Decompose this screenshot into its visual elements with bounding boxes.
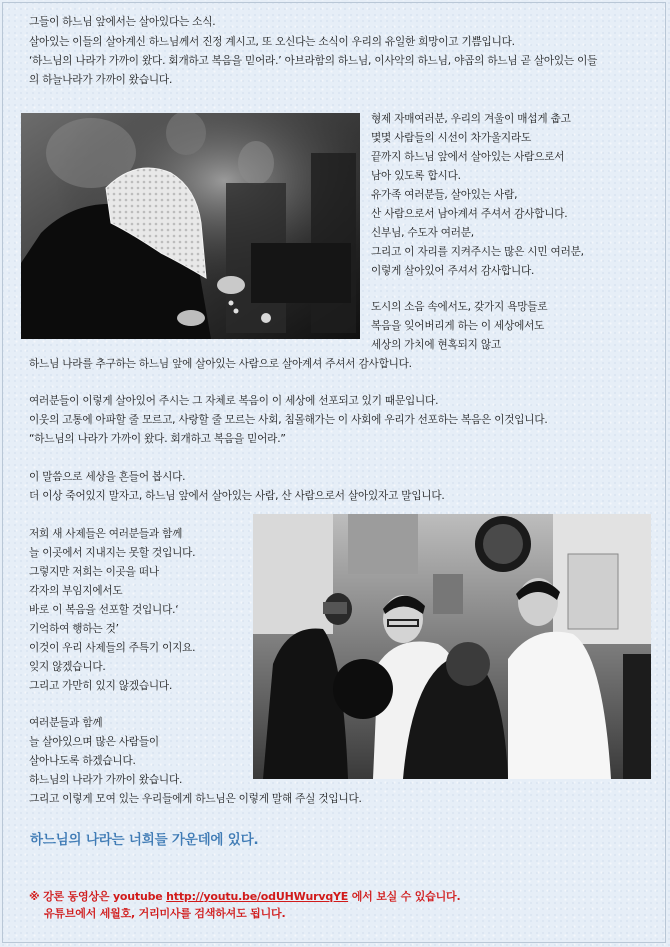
youtube-link[interactable]: http://youtu.be/odUHWurvqYE	[166, 890, 349, 903]
p1-line-12: 복음을 잊어버리게 하는 이 세상에서도	[371, 320, 545, 332]
p1-line-7: 신부님, 수도자 여러분,	[371, 227, 474, 239]
p2-line-6: 기억하여 행하는 것’	[29, 623, 119, 635]
p2-line-8: 잊지 않겠습니다.	[29, 661, 106, 673]
body-line-4: 이웃의 고통에 아파할 줄 모르고, 사랑할 줄 모르는 사회, 침몰해가는 이 사회에 우리가 선포하는 복음은 이것입니다.	[29, 414, 548, 426]
video-note-suffix: 에서 보실 수 있습니다.	[348, 890, 461, 903]
p1-line-11: 도시의 소음 속에서도, 갖가지 욕망들로	[371, 301, 548, 313]
p2-line-2: 늘 이곳에서 지내지는 못할 것입니다.	[29, 547, 196, 559]
p2-line-12: 늘 살아있으며 많은 사람들이	[29, 736, 159, 748]
p1-line-4: 남아 있도록 합시다.	[371, 170, 461, 182]
p2-line-11: 여러분들과 함께	[29, 717, 103, 729]
body-line-7: 이 말씀으로 세상을 흔들어 봅시다.	[29, 471, 186, 483]
p1-line-1: 형제 자매여러분, 우리의 겨울이 매섭게 춥고	[371, 113, 571, 125]
p2-line-4: 각자의 부임지에서도	[29, 585, 123, 597]
intro-line-4: 의 하늘나라가 가까이 왔습니다.	[29, 74, 173, 86]
intro-line-1: 그들이 하느님 앞에서는 살아있다는 소식.	[29, 16, 216, 28]
p2-line-7: 이것이 우리 사제들의 주특기 이지요.	[29, 642, 196, 654]
p1-line-9: 이렇게 살아있어 주셔서 감사합니다.	[371, 265, 535, 277]
video-note-line-2: 유튜브에서 세월호, 거리미사를 검색하셔도 됩니다.	[44, 907, 286, 920]
photo-priests-communion	[253, 514, 651, 779]
p1-line-6: 산 사람으로서 남아계셔 주셔서 감사합니다.	[371, 208, 568, 220]
body-line-5: “하느님의 나라가 가까이 왔다. 회개하고 복음을 믿어라.”	[29, 433, 286, 445]
body-line-3: 여러분들이 이렇게 살아있어 주시는 그 자체로 복음이 이 세상에 선포되고 있기 때문입니다.	[29, 395, 439, 407]
p2-line-5: 바로 이 복음을 선포할 것입니다.‘	[29, 604, 179, 616]
p1-line-5: 유가족 여러분들, 살아있는 사람,	[371, 189, 518, 201]
intro-line-2: 살아있는 이들의 살아계신 하느님께서 진정 계시고, 또 오신다는 소식이 우리의 유일한 희망이고 기쁨입니다.	[29, 36, 515, 48]
intro-line-3: ‘하느님의 나라가 가까이 왔다. 회개하고 복음을 믿어라.’ 아브라함의 하느님, 이사악의 하느님, 야곱의 하느님 곧 살아있는 이들	[29, 55, 598, 67]
p1-line-3: 끝까지 하느님 앞에서 살아있는 사람으로서	[371, 151, 565, 163]
p2-line-13: 살아나도록 하겠습니다.	[29, 755, 136, 767]
body-line-8: 더 이상 죽어있지 말자고, 하느님 앞에서 살아있는 사람, 산 사람으로서 살아있자고 말입니다.	[29, 490, 445, 502]
video-note-prefix: 강론 동영상은 youtube	[39, 890, 167, 903]
p1-line-8: 그리고 이 자리를 지켜주시는 많은 시민 여러분,	[371, 246, 584, 258]
closing-line: 그리고 이렇게 모여 있는 우리들에게 하느님은 이렇게 말해 주실 것입니다.	[29, 793, 362, 805]
reference-mark-icon: ※	[29, 890, 40, 903]
video-note-line-1	[29, 889, 460, 905]
body-line-1: 하느님 나라를 추구하는 하느님 앞에 살아있는 사람으로 살아계셔 주셔서 감사합니다.	[29, 358, 412, 370]
p1-line-2: 몇몇 사람들의 시선이 차가울지라도	[371, 132, 532, 144]
headline: 하느님의 나라는 너희들 가운데에 있다.	[30, 832, 259, 848]
photo-veiled-woman-praying	[21, 113, 360, 339]
p1-line-13: 세상의 가치에 현혹되지 않고	[371, 339, 501, 351]
p2-line-14: 하느님의 나라가 가까이 왔습니다.	[29, 774, 183, 786]
p2-line-3: 그렇지만 저희는 이곳을 떠나	[29, 566, 159, 578]
p2-line-9: 그리고 가만히 있지 않겠습니다.	[29, 680, 173, 692]
p2-line-1: 저희 새 사제들은 여러분들과 함께	[29, 528, 183, 540]
